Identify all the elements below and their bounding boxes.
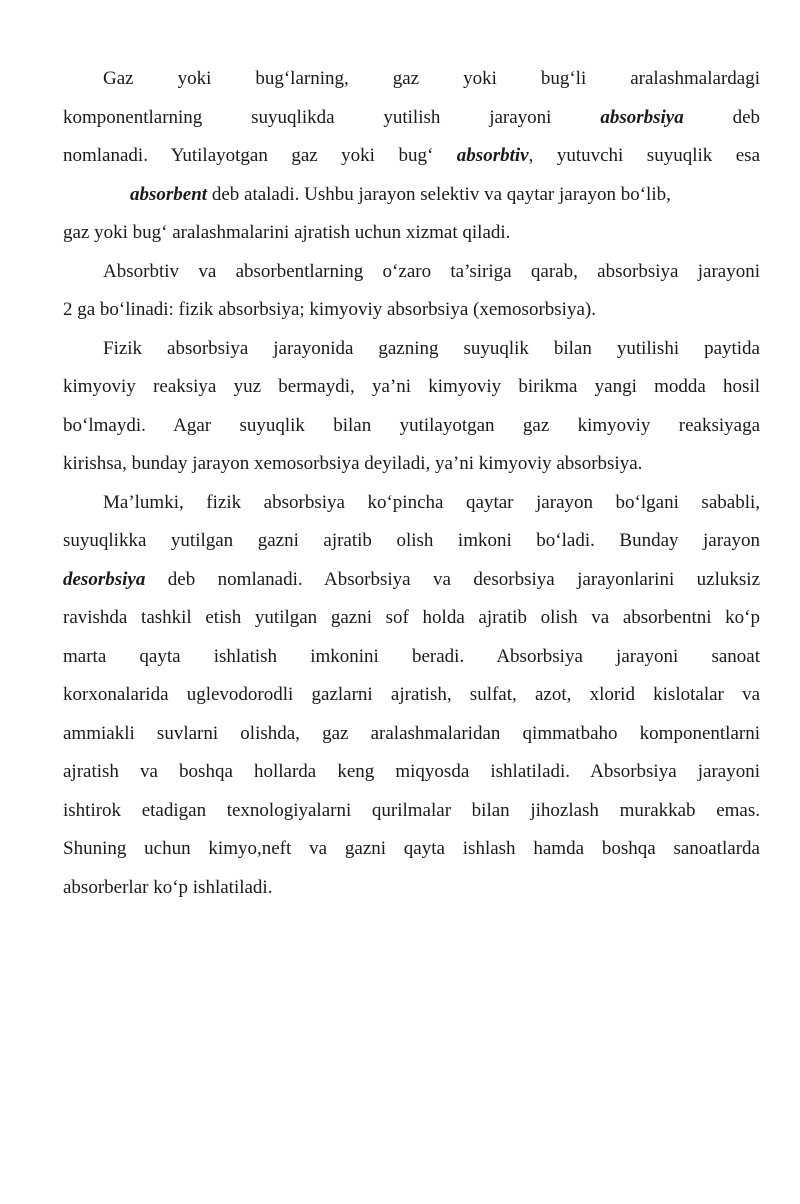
text-segment: deb nomlanadi. Absorbsiya va desorbsiya jarayonlarini uzluksiz xyxy=(145,568,760,590)
text-line xyxy=(63,99,760,138)
paragraph-3 xyxy=(63,330,760,484)
text-segment: nomlanadi. Yutilayotgan gaz yoki bug‘ xyxy=(63,145,434,166)
text-line: marta qayta ishlatish imkonini beradi. Absorbsiya jarayoni sanoat xyxy=(63,645,760,667)
text-line: suyuqlikka yutilgan gazni ajratib olish imkoni bo‘ladi. Bunday jarayon xyxy=(63,530,760,551)
paragraph-2 xyxy=(63,253,760,330)
text-segment: deb xyxy=(732,106,760,128)
text-segment: deb ataladi. Ushbu jarayon selektiv va qaytar jarayon bo‘lib, xyxy=(207,183,671,205)
paragraph-4 xyxy=(63,484,760,908)
text-line: korxonalarida uglevodorodli gazlarni ajratish, sulfat, azot, xlorid kislotalar va xyxy=(63,684,760,705)
term-absorbent: absorbent xyxy=(130,183,208,205)
term-absorbtiv: absorbtiv xyxy=(456,145,529,166)
text-line: ammiakli suvlarni olishda, gaz aralashmalaridan qimmatbaho komponentlarni xyxy=(63,722,760,744)
term-desorbsiya: desorbsiya xyxy=(63,568,146,590)
text-line: Fizik absorbsiya jarayonida gazning suyuqlik bilan yutilishi paytida xyxy=(103,337,760,359)
text-segment: komponentlarning suyuqlikda yutilish jarayoni xyxy=(63,106,552,128)
text-line xyxy=(63,137,760,176)
text-line: kimyoviy reaksiya yuz bermaydi, ya’ni kimyoviy birikma yangi modda hosil xyxy=(63,376,760,397)
text-line: gaz yoki bug‘ aralashmalarini ajratish uchun xizmat qiladi. xyxy=(63,222,511,243)
text-line: kirishsa, bunday jarayon xemosorbsiya deyiladi, ya’ni kimyoviy absorbsiya. xyxy=(63,453,643,474)
text-segment: , yutuvchi suyuqlik esa xyxy=(528,145,761,166)
text-line: Ma’lumki, fizik absorbsiya ko‘pincha qaytar jarayon bo‘lgani sababli, xyxy=(103,491,760,513)
term-absorbsiya: absorbsiya xyxy=(600,106,684,128)
text-line: ravishda tashkil etish yutilgan gazni sof holda ajratib olish va absorbentni ko‘p xyxy=(63,607,760,628)
text-line xyxy=(63,176,760,215)
paragraph-1 xyxy=(63,60,760,253)
text-line: ishtirok etadigan texnologiyalarni qurilmalar bilan jihozlash murakkab emas. xyxy=(63,799,760,821)
text-line: 2 ga bo‘linadi: fizik absorbsiya; kimyoviy absorbsiya (xemosorbsiya). xyxy=(63,299,596,320)
text-line: ajratish va boshqa hollarda keng miqyosda ishlatiladi. Absorbsiya jarayoni xyxy=(63,761,760,782)
text-line: Gaz yoki bug‘larning, gaz yoki bug‘li aralashmalardagi xyxy=(103,68,760,89)
text-line: absorberlar ko‘p ishlatiladi. xyxy=(63,876,273,898)
text-line: Shuning uchun kimyo,neft va gazni qayta ishlash hamda boshqa sanoatlarda xyxy=(63,838,760,859)
text-line xyxy=(63,561,760,600)
document-page xyxy=(63,60,760,907)
text-line: Absorbtiv va absorbentlarning o‘zaro ta’siriga qarab, absorbsiya jarayoni xyxy=(103,260,760,282)
text-line: bo‘lmaydi. Agar suyuqlik bilan yutilayotgan gaz kimyoviy reaksiyaga xyxy=(63,414,760,436)
